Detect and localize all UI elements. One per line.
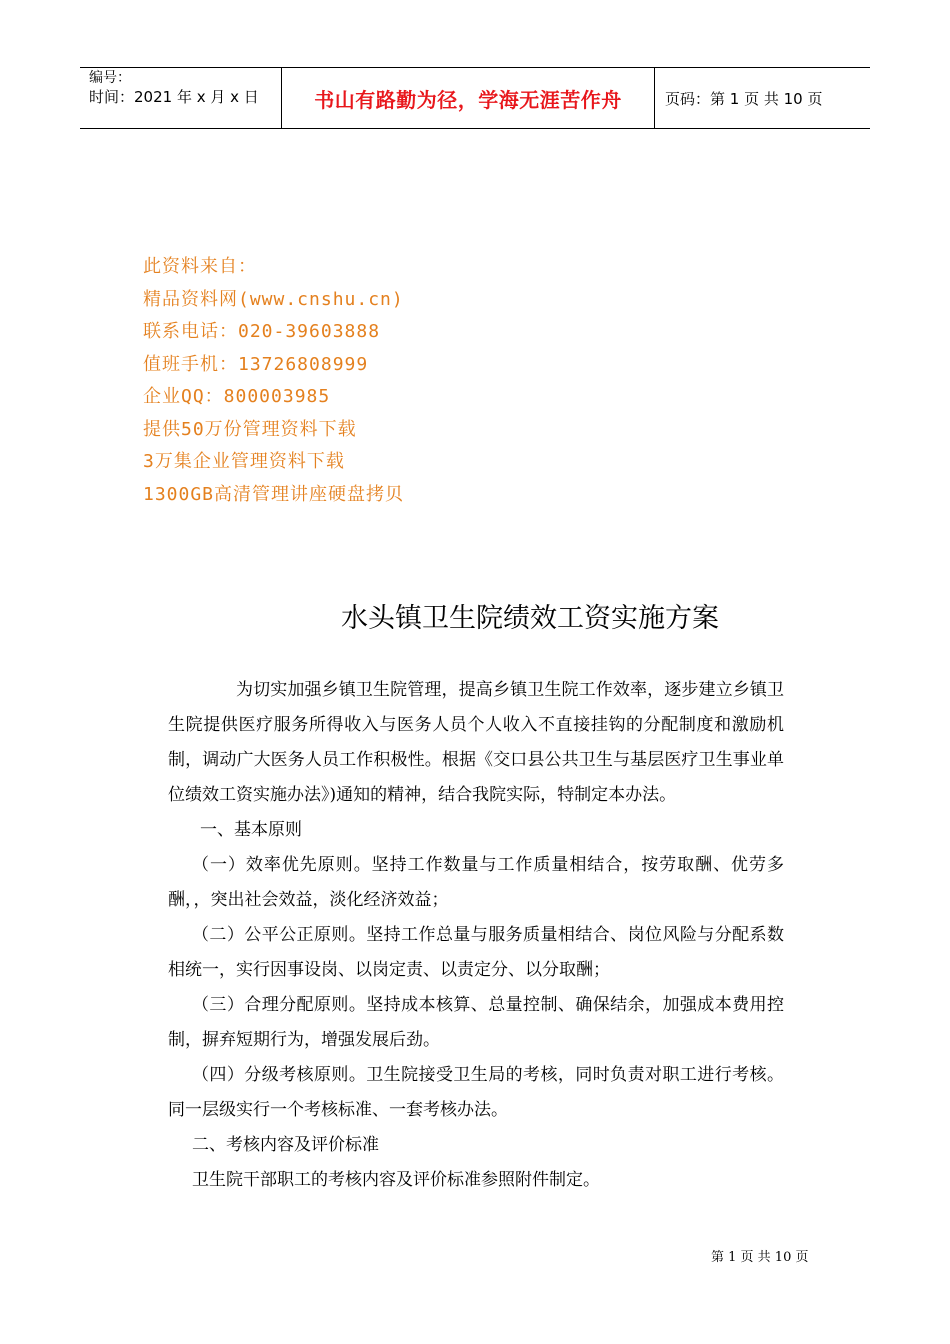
promo-line: 提供50万份管理资料下载	[143, 418, 357, 440]
header-motto-cell	[282, 68, 655, 128]
header-page-cell	[655, 68, 870, 128]
number-label: 编号：	[89, 70, 131, 86]
promo-line: 联系电话：020-39603888	[143, 321, 381, 342]
promo-line: 3万集企业管理资料下载	[143, 451, 345, 472]
principle-paragraph: （一）效率优先原则。坚持工作数量与工作质量相结合，按劳取酬、优劳多酬，，突出社会效益，淡化经济效益；	[168, 855, 784, 910]
section-paragraph: 卫生院干部职工的考核内容及评价标准参照附件制定。	[192, 1170, 600, 1190]
document-title: 水头镇卫生院绩效工资实施方案	[341, 603, 719, 634]
page-code: 页码：第 1 页 共 10 页	[665, 89, 823, 108]
promo-line: 值班手机：13726808999	[143, 353, 369, 375]
time-label: 时间：2021 年 x 月 x 日	[89, 88, 259, 106]
page-footer: 第 1 页 共 10 页	[711, 1250, 809, 1265]
principle-paragraph: （三）合理分配原则。坚持成本核算、总量控制、确保结余，加强成本费用控制，摒弃短期行为，增强发展后劲。	[168, 995, 784, 1050]
section-heading: 一、基本原则	[200, 820, 302, 840]
principle-paragraph: （二）公平公正原则。坚持工作总量与服务质量相结合、岗位风险与分配系数相统一，实行因事设岗、以岗定责、以责定分、以分取酬；	[168, 925, 784, 980]
intro-paragraph: 为切实加强乡镇卫生院管理，提高乡镇卫生院工作效率，逐步建立乡镇卫生院提供医疗服务所得收入与医务人员个人收入不直接挂钩的分配制度和激励机制，调动广大医务人员工作积极性。根据《交口县公共卫生与基层医疗卫生事业单位绩效工资实施办法》)通知的精神，结合我院实际，特制定本办法。	[168, 680, 784, 805]
document-body	[168, 673, 784, 1198]
promo-line: 此资料来自：	[143, 256, 257, 277]
promo-block	[143, 251, 404, 511]
promo-line: 精品资料网(www.cnshu.cn)	[143, 288, 404, 310]
promo-line: 1300GB高清管理讲座硬盘拷贝	[143, 483, 405, 505]
header-meta-cell	[80, 68, 282, 128]
promo-line: 企业QQ：800003985	[143, 386, 331, 407]
principle-paragraph: （四）分级考核原则。卫生院接受卫生局的考核，同时负责对职工进行考核。同一层级实行一个考核标准、一套考核办法。	[168, 1065, 784, 1120]
document-header	[80, 67, 870, 129]
section-heading: 二、考核内容及评价标准	[192, 1135, 379, 1155]
motto-text: 书山有路勤为径，学海无涯苦作舟	[314, 87, 622, 112]
